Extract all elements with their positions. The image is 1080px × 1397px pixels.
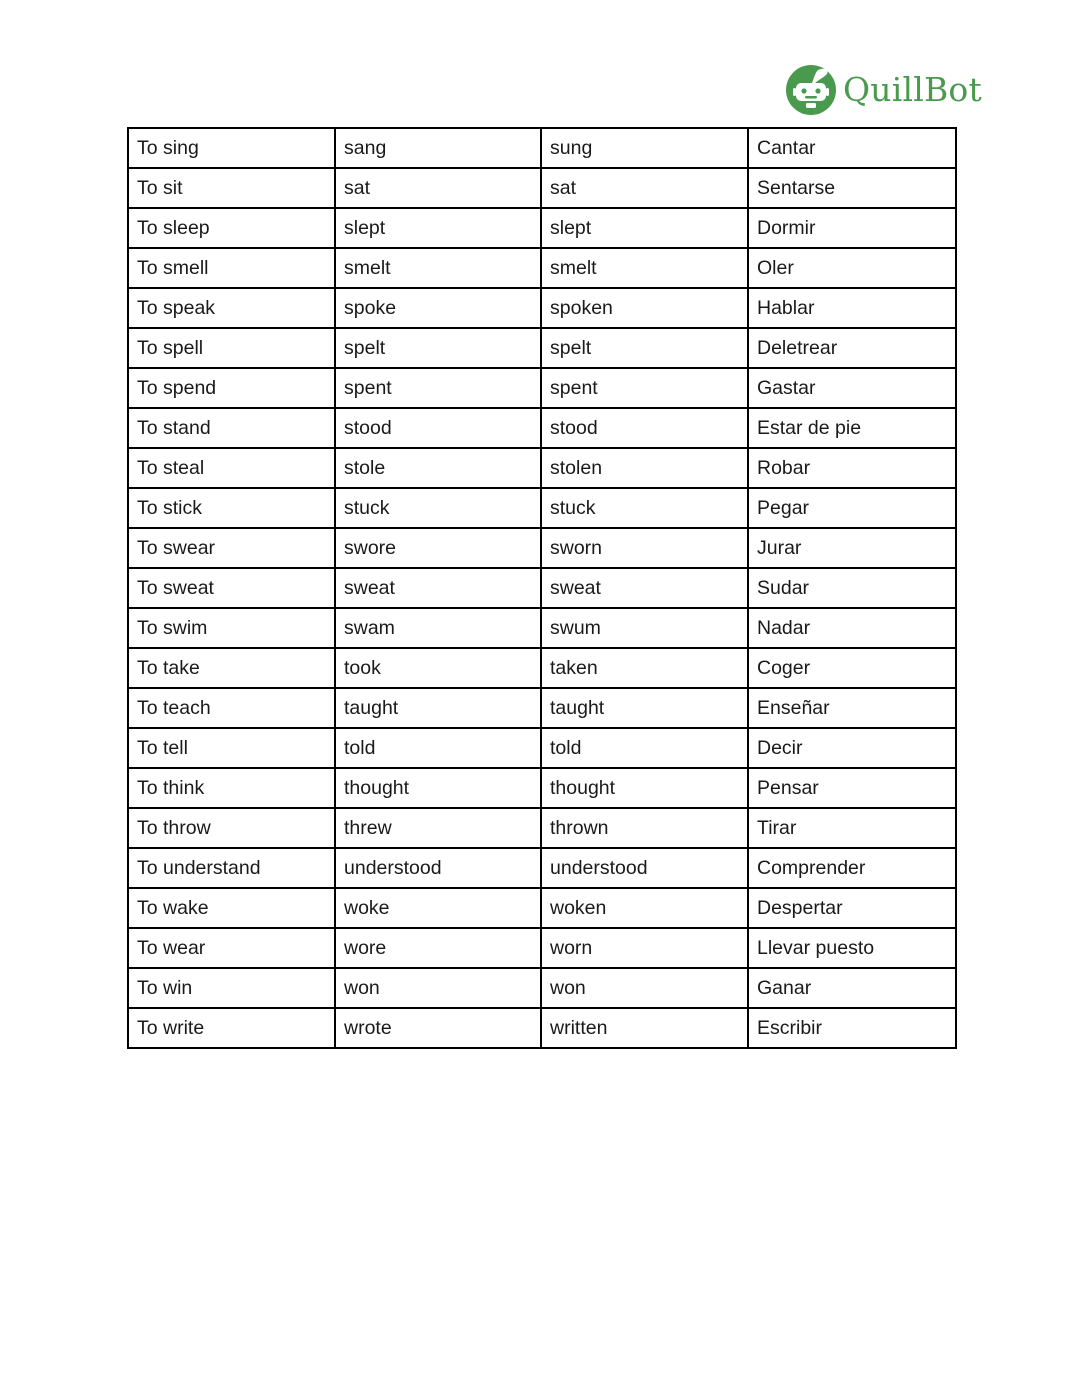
past-participle-cell: woken	[541, 888, 748, 928]
past-participle-cell: stolen	[541, 448, 748, 488]
past-participle-cell: slept	[541, 208, 748, 248]
infinitive-cell: To spell	[128, 328, 335, 368]
table-row	[128, 688, 956, 728]
table-row	[128, 368, 956, 408]
past-participle-cell: thrown	[541, 808, 748, 848]
past-simple-cell: taught	[335, 688, 541, 728]
spanish-translation-cell: Tirar	[748, 808, 956, 848]
infinitive-cell: To steal	[128, 448, 335, 488]
spanish-translation-cell: Gastar	[748, 368, 956, 408]
spanish-translation-cell: Dormir	[748, 208, 956, 248]
past-simple-cell: sat	[335, 168, 541, 208]
table-row	[128, 768, 956, 808]
table-row	[128, 528, 956, 568]
infinitive-cell: To teach	[128, 688, 335, 728]
spanish-translation-cell: Pensar	[748, 768, 956, 808]
past-simple-cell: smelt	[335, 248, 541, 288]
past-simple-cell: took	[335, 648, 541, 688]
past-simple-cell: wore	[335, 928, 541, 968]
past-simple-cell: threw	[335, 808, 541, 848]
table-row	[128, 208, 956, 248]
past-participle-cell: taught	[541, 688, 748, 728]
infinitive-cell: To throw	[128, 808, 335, 848]
past-simple-cell: spoke	[335, 288, 541, 328]
past-simple-cell: wrote	[335, 1008, 541, 1048]
spanish-translation-cell: Escribir	[748, 1008, 956, 1048]
past-simple-cell: won	[335, 968, 541, 1008]
table-row	[128, 728, 956, 768]
table-row	[128, 128, 956, 168]
past-participle-cell: sat	[541, 168, 748, 208]
past-simple-cell: swore	[335, 528, 541, 568]
past-simple-cell: sang	[335, 128, 541, 168]
table-row	[128, 808, 956, 848]
spanish-translation-cell: Enseñar	[748, 688, 956, 728]
past-simple-cell: spelt	[335, 328, 541, 368]
past-simple-cell: told	[335, 728, 541, 768]
past-simple-cell: understood	[335, 848, 541, 888]
spanish-translation-cell: Hablar	[748, 288, 956, 328]
spanish-translation-cell: Despertar	[748, 888, 956, 928]
table-row	[128, 568, 956, 608]
table-row	[128, 1008, 956, 1048]
table-row	[128, 888, 956, 928]
spanish-translation-cell: Llevar puesto	[748, 928, 956, 968]
infinitive-cell: To swear	[128, 528, 335, 568]
table-row	[128, 848, 956, 888]
infinitive-cell: To take	[128, 648, 335, 688]
past-participle-cell: won	[541, 968, 748, 1008]
spanish-translation-cell: Estar de pie	[748, 408, 956, 448]
table-row	[128, 608, 956, 648]
past-simple-cell: stuck	[335, 488, 541, 528]
table-row	[128, 928, 956, 968]
infinitive-cell: To tell	[128, 728, 335, 768]
table-row	[128, 288, 956, 328]
past-simple-cell: woke	[335, 888, 541, 928]
infinitive-cell: To wear	[128, 928, 335, 968]
past-participle-cell: spelt	[541, 328, 748, 368]
table-row	[128, 648, 956, 688]
spanish-translation-cell: Sentarse	[748, 168, 956, 208]
brand-name: QuillBot	[843, 70, 982, 109]
verb-table-body	[128, 128, 956, 1048]
spanish-translation-cell: Cantar	[748, 128, 956, 168]
past-participle-cell: thought	[541, 768, 748, 808]
past-participle-cell: stuck	[541, 488, 748, 528]
past-simple-cell: stole	[335, 448, 541, 488]
spanish-translation-cell: Robar	[748, 448, 956, 488]
past-participle-cell: stood	[541, 408, 748, 448]
past-participle-cell: sworn	[541, 528, 748, 568]
infinitive-cell: To swim	[128, 608, 335, 648]
table-row	[128, 488, 956, 528]
spanish-translation-cell: Nadar	[748, 608, 956, 648]
quillbot-logo	[785, 64, 982, 116]
past-simple-cell: thought	[335, 768, 541, 808]
irregular-verbs-table	[127, 127, 957, 1049]
infinitive-cell: To sit	[128, 168, 335, 208]
table-row	[128, 168, 956, 208]
infinitive-cell: To speak	[128, 288, 335, 328]
past-participle-cell: sung	[541, 128, 748, 168]
infinitive-cell: To spend	[128, 368, 335, 408]
infinitive-cell: To win	[128, 968, 335, 1008]
past-participle-cell: worn	[541, 928, 748, 968]
past-participle-cell: spent	[541, 368, 748, 408]
infinitive-cell: To stick	[128, 488, 335, 528]
infinitive-cell: To wake	[128, 888, 335, 928]
spanish-translation-cell: Ganar	[748, 968, 956, 1008]
table-row	[128, 968, 956, 1008]
past-simple-cell: slept	[335, 208, 541, 248]
past-participle-cell: told	[541, 728, 748, 768]
table-row	[128, 248, 956, 288]
spanish-translation-cell: Deletrear	[748, 328, 956, 368]
infinitive-cell: To think	[128, 768, 335, 808]
past-participle-cell: smelt	[541, 248, 748, 288]
spanish-translation-cell: Oler	[748, 248, 956, 288]
infinitive-cell: To sleep	[128, 208, 335, 248]
infinitive-cell: To smell	[128, 248, 335, 288]
table-row	[128, 328, 956, 368]
infinitive-cell: To stand	[128, 408, 335, 448]
quillbot-robot-icon	[785, 64, 837, 116]
past-simple-cell: swam	[335, 608, 541, 648]
spanish-translation-cell: Jurar	[748, 528, 956, 568]
past-simple-cell: sweat	[335, 568, 541, 608]
past-participle-cell: sweat	[541, 568, 748, 608]
spanish-translation-cell: Comprender	[748, 848, 956, 888]
table-row	[128, 448, 956, 488]
infinitive-cell: To write	[128, 1008, 335, 1048]
spanish-translation-cell: Decir	[748, 728, 956, 768]
past-simple-cell: stood	[335, 408, 541, 448]
infinitive-cell: To understand	[128, 848, 335, 888]
spanish-translation-cell: Pegar	[748, 488, 956, 528]
past-simple-cell: spent	[335, 368, 541, 408]
past-participle-cell: written	[541, 1008, 748, 1048]
spanish-translation-cell: Sudar	[748, 568, 956, 608]
infinitive-cell: To sing	[128, 128, 335, 168]
spanish-translation-cell: Coger	[748, 648, 956, 688]
past-participle-cell: swum	[541, 608, 748, 648]
table-row	[128, 408, 956, 448]
infinitive-cell: To sweat	[128, 568, 335, 608]
past-participle-cell: understood	[541, 848, 748, 888]
past-participle-cell: taken	[541, 648, 748, 688]
past-participle-cell: spoken	[541, 288, 748, 328]
